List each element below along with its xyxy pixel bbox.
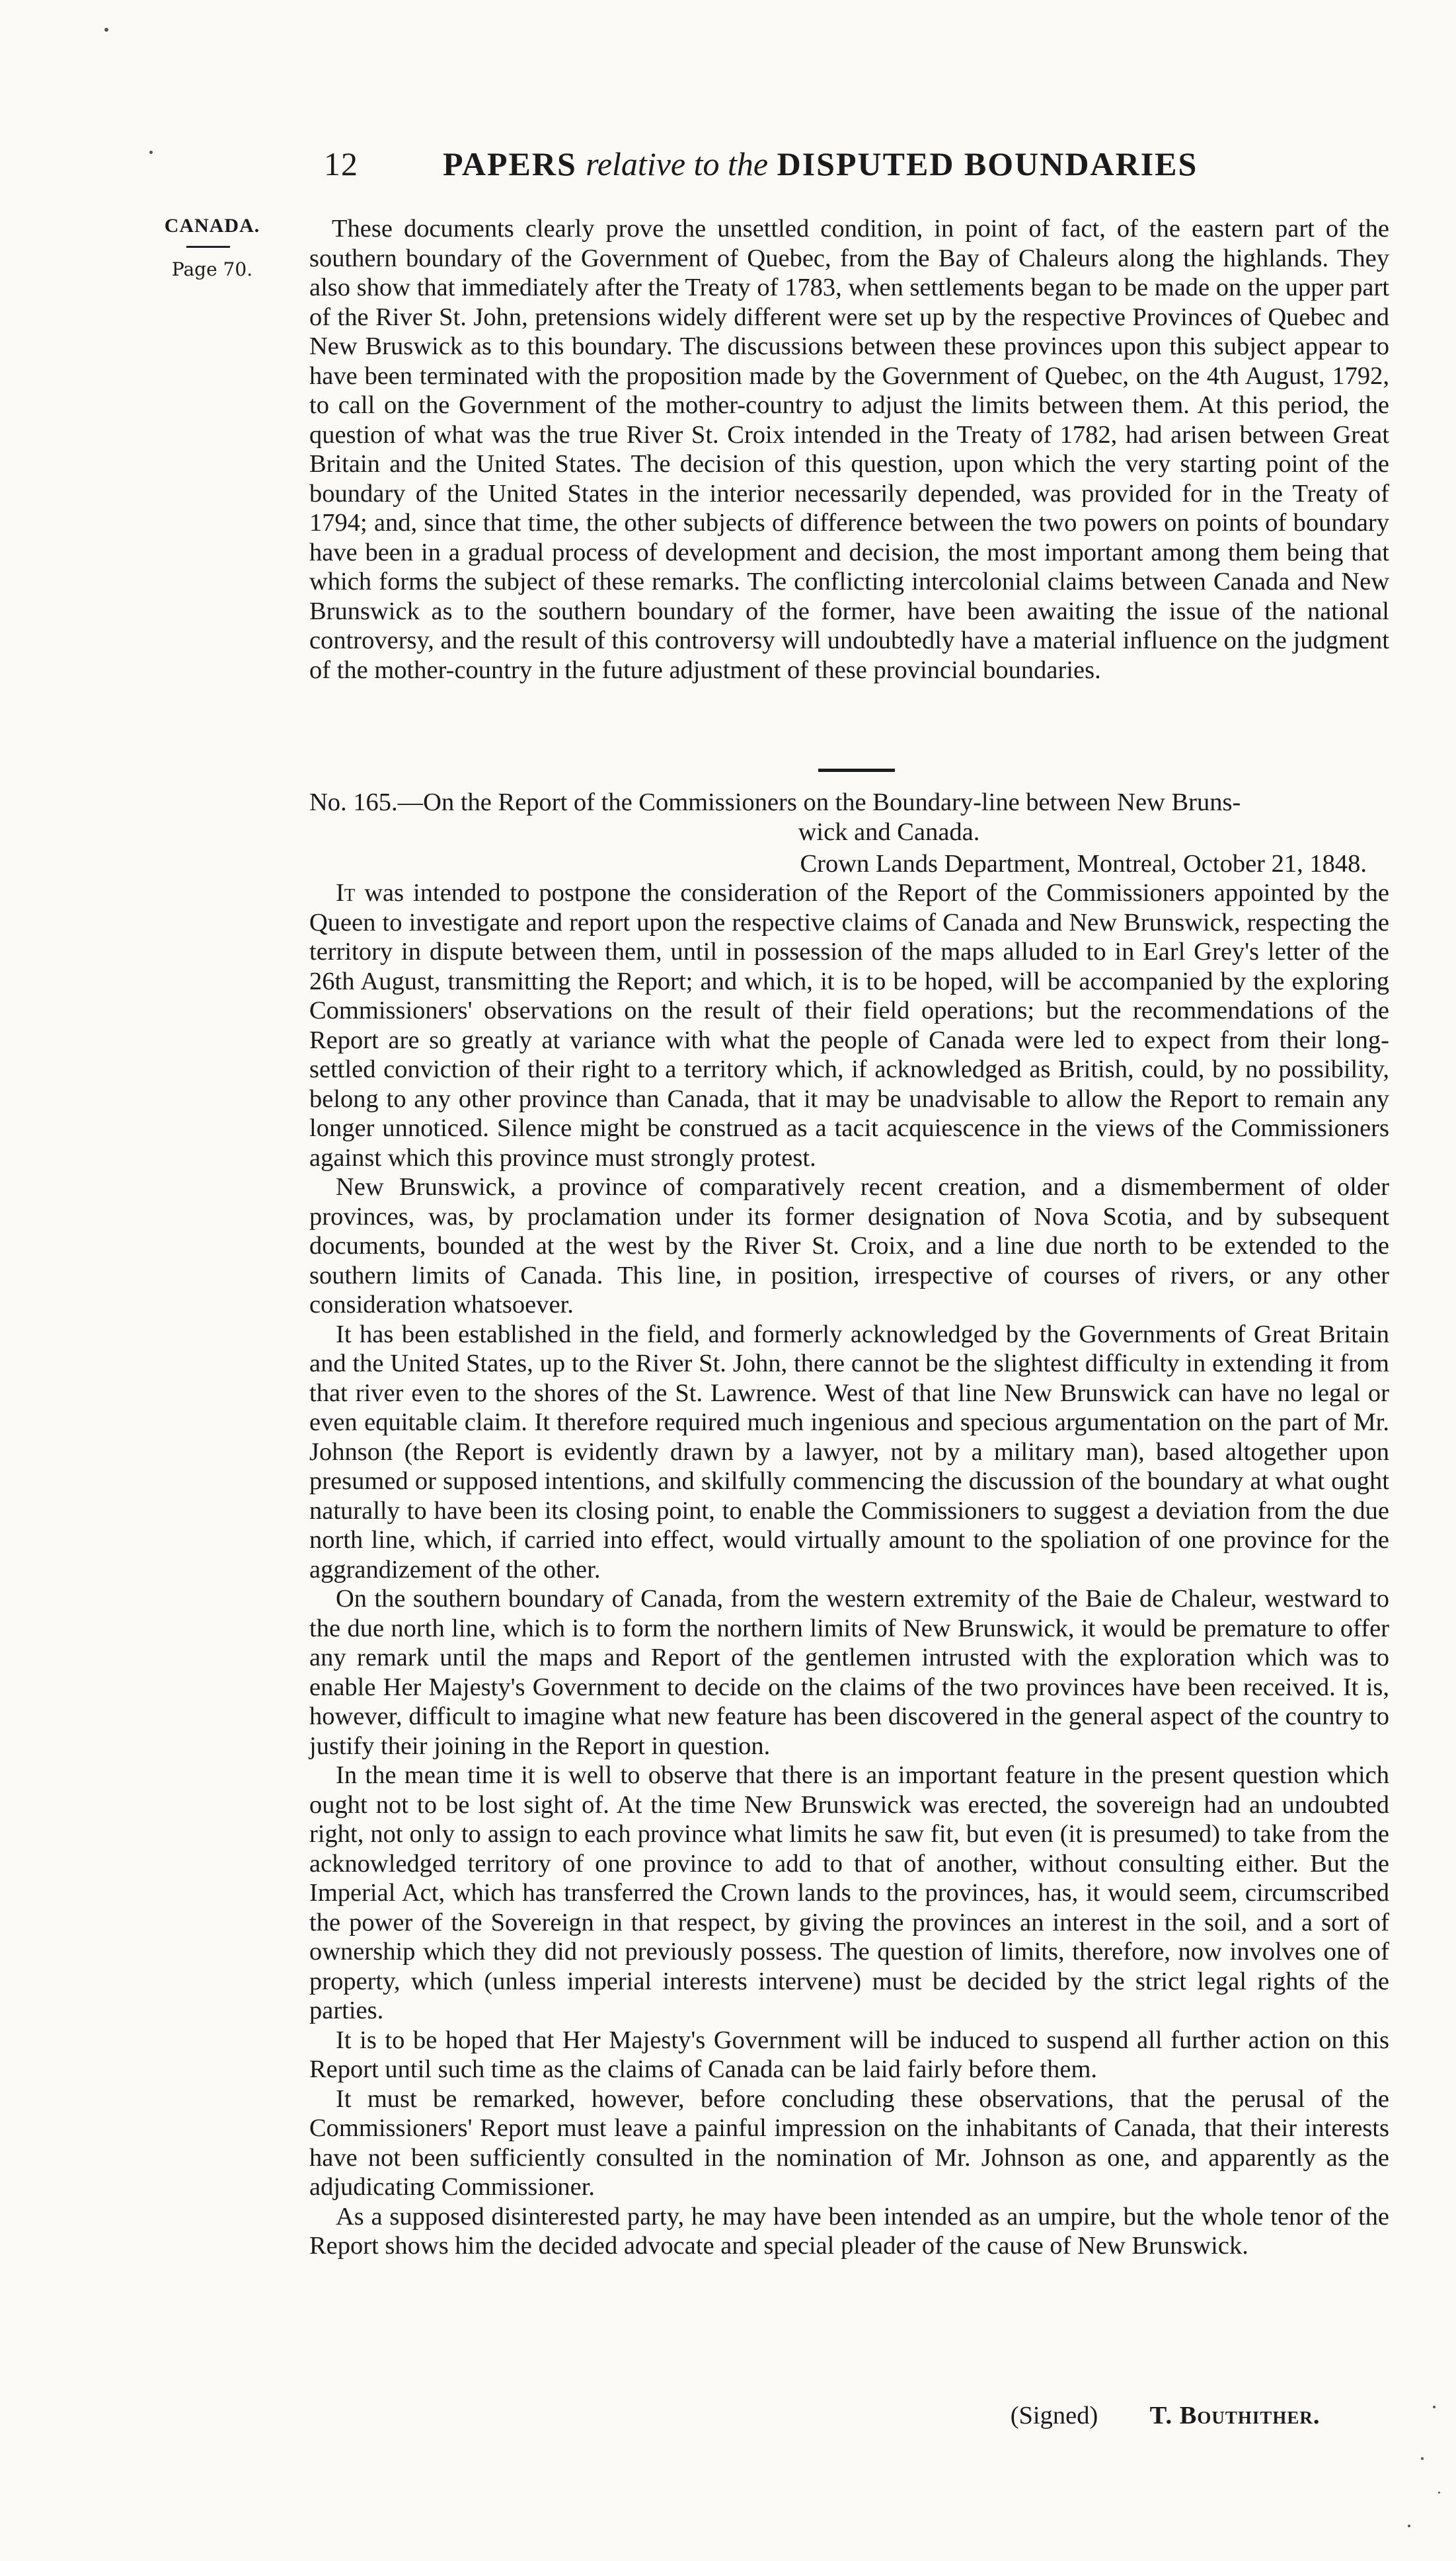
paper-speck (149, 151, 153, 154)
signatory-name: T. Bouthither. (1149, 2402, 1321, 2429)
signature-block (965, 2400, 1428, 2431)
heading-line2: wick and Canada. (798, 818, 980, 846)
intro-block (309, 214, 1389, 685)
dateline: Crown Lands Department, Montreal, October 21, 1848. (800, 850, 1367, 878)
letter-body (309, 878, 1389, 2261)
paper-speck (1438, 2492, 1440, 2494)
header-title-part3: DISPUTED BOUNDARIES (777, 145, 1198, 182)
paragraph-text: was intended to postpone the consideration of the Report of the Commissioners appointed by the Queen to investigate and report upon the respective claims of Canada and New Brunswick, respecting the territory in dispute between them, until in possession of the maps alluded to in Earl Grey's letter of the 26th August, transmitting the Report; and which, it is to be hoped, will be accompanied by the exploring Commissioners' observations on the result of their field operations; but the recommendations of the Report are so greatly at variance with what the people of Canada were led to expect from their long-settled conviction of their right to a territory which, if acknowledged as British, could, by no possibility, belong to any other province than Canada, that it may be unadvisable to allow the Report to remain any longer unnoticed. Silence might be construed as a tacit acquiescence in the views of the Commissioners against which this province must strongly protest. (309, 879, 1389, 1172)
margin-page-ref: Page 70. (171, 258, 253, 280)
heading-line1: No. 165.—On the Report of the Commissioners on the Boundary-line between New Bruns- (309, 788, 1241, 816)
intro-paragraph: These documents clearly prove the unsettled condition, in point of fact, of the eastern part of the southern boundary of the Government of Quebec, from the Bay of Chaleurs along the highlands. They also show that immediately after the Treaty of 1783, when settlements began to be made on the upper part of the River St. John, pretensions widely different were set up by the respective Provinces of Quebec and New Bruswick as to this boundary. The discussions between these provinces upon this subject appear to have been terminated with the proposition made by the Government of Quebec, on the 4th August, 1792, to call on the Government of the mother-country to adjust the limits between them. At this period, the question of what was the true River St. Croix intended in the Treaty of 1782, had arisen between Great Britain and the United States. The decision of this question, upon which the very starting point of the boundary of the United States in the interior necessarily depended, was provided for in the Treaty of 1794; and, since that time, the other subjects of difference between the two powers on points of boundary have been in a gradual process of development and decision, the most important among them being that which forms the subject of these remarks. The conflicting intercolonial claims between Canada and New Brunswick as to the southern boundary of the former, have been awaiting the issue of the national controversy, and the result of this controversy will undoubtedly have a material influence on the judgment of the mother-country in the future adjustment of these provincial boundaries. (309, 215, 1389, 684)
body-paragraph: As a supposed disinterested party, he may have been intended as an umpire, but the whole tenor of the Report shows him the decided advocate and special pleader of the cause of New Brunswick. (309, 2202, 1389, 2260)
paper-speck (1408, 2525, 1410, 2527)
page-number: 12 (324, 145, 358, 182)
body-paragraph: On the southern boundary of Canada, from the western extremity of the Baie de Chaleur, westward to the due north line, which is to form the northern limits of New Brunswick, it would be premature to offer any remark until the maps and Report of the gentlemen intrusted with the exploration which was to enable Her Majesty's Government to decide on the claims of the two provinces have been received. It is, however, difficult to imagine what new feature has been discovered in the general aspect of the country to justify their joining in the Report in question. (309, 1585, 1389, 1760)
body-paragraph: It is to be hoped that Her Majesty's Government will be induced to suspend all further action on this Report until such time as the claims of Canada can be laid fairly before them. (309, 2026, 1389, 2083)
paper-speck (104, 28, 108, 32)
margin-label: CANADA. (164, 215, 260, 237)
body-paragraph: It has been established in the field, and formerly acknowledged by the Governments of Great Britain and the United States, up to the River St. John, there cannot be the slightest difficulty in extending it from that river even to the shores of the St. Lawrence. West of that line New Brunswick can have no legal or even equitable claim. It therefore required much ingenious and specious argumentation on the part of Mr. Johnson (the Report is evidently drawn by a lawyer, not by a military man), based altogether upon presumed or supposed intentions, and skilfully commencing the discussion of the boundary at what ought naturally to have been its closing point, to enable the Commissioners to suggest a deviation from the due north line, which, if carried into effect, would virtually amount to the spoliation of one province for the aggrandizement of the other. (309, 1320, 1389, 1584)
document-heading (309, 788, 1389, 847)
body-paragraph: It must be remarked, however, before concluding these observations, that the perusal of the Commissioners' Report must leave a painful impression on the inhabitants of Canada, that their interests have not been sufficiently consulted in the nomination of Mr. Johnson as one, and apparently as the adjudicating Commissioner. (309, 2084, 1389, 2201)
body-paragraph: New Brunswick, a province of comparatively recent creation, and a dismemberment of older provinces, was, by proclamation under its former designation of Nova Scotia, and by subsequent documents, bounded at the west by the River St. Croix, and a line due north to be extended to the southern limits of Canada. This line, in position, irrespective of courses of rivers, or any other consideration whatsoever. (309, 1173, 1389, 1319)
paper-speck (1421, 2457, 1424, 2460)
page-header (324, 144, 1381, 184)
paper-speck (1433, 2406, 1436, 2408)
body-paragraph: In the mean time it is well to observe that there is an important feature in the present question which ought not to be lost sight of. At the time New Brunswick was erected, the sovereign had an undoubted right, not only to assign to each province what limits he saw fit, but even (it is presumed) to take from the acknowledged territory of one province to add to that of another, without consulting either. But the Imperial Act, which has transferred the Crown lands to the provinces, has, it would seem, circumscribed the power of the Sovereign in that respect, by giving the provinces an interest in the soil, and a sort of ownership which they did not previously possess. The question of limits, therefore, now involves one of property, which (unless imperial interests intervene) must be decided by the strict legal rights of the parties. (309, 1761, 1389, 2024)
header-title-part1: PAPERS (443, 145, 577, 182)
header-title-part2: relative to the (586, 145, 769, 182)
body-paragraph (309, 878, 1389, 1172)
margin-rule (186, 246, 230, 248)
signed-label: (Signed) (1010, 2402, 1098, 2429)
section-divider (818, 769, 895, 772)
first-word: It (336, 879, 356, 907)
